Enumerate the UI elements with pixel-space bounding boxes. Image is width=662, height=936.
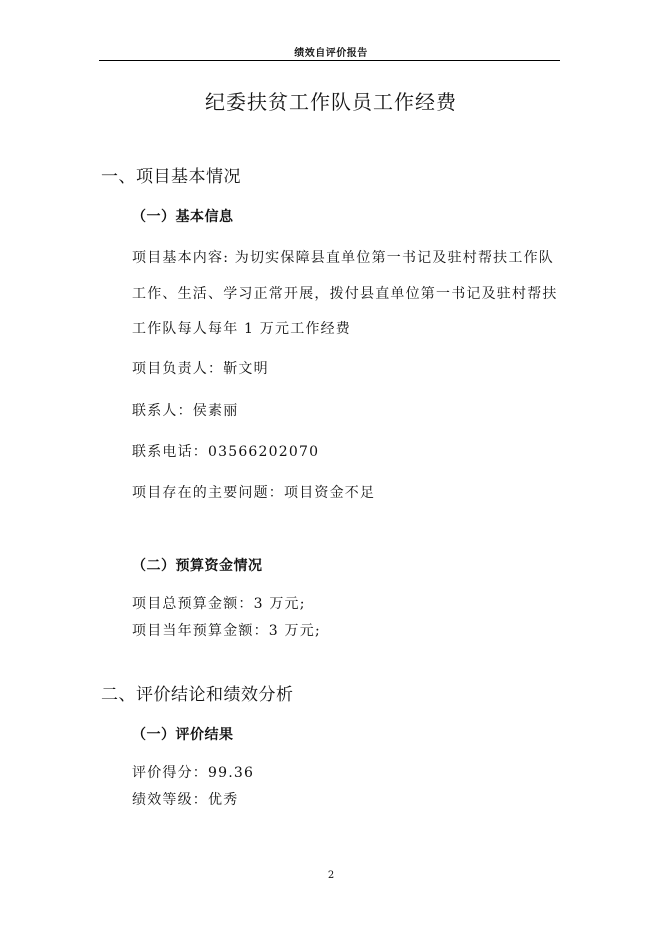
page-number: 2 <box>327 870 335 881</box>
document-title: 纪委扶贫工作队员工作经费 <box>205 90 457 114</box>
subsection-heading-basic-info: （一）基本信息 <box>132 209 234 225</box>
performance-grade: 绩效等级：优秀 <box>132 792 239 808</box>
total-budget: 项目总预算金额：3 万元; <box>132 596 306 612</box>
subsection-heading-budget: （二）预算资金情况 <box>132 558 263 574</box>
content-line-3: 工作队每人每年 1 万元工作经费 <box>132 321 352 337</box>
main-problem: 项目存在的主要问题：项目资金不足 <box>132 485 376 501</box>
section-heading-basic-info: 一、项目基本情况 <box>101 167 241 187</box>
evaluation-score: 评价得分：99.36 <box>132 765 255 781</box>
subsection-heading-result: （一）评价结果 <box>132 727 234 743</box>
contact-phone: 联系电话：03566202070 <box>132 444 320 460</box>
section-heading-evaluation: 二、评价结论和绩效分析 <box>101 685 294 705</box>
header-divider <box>99 60 560 61</box>
current-year-budget: 项目当年预算金额：3 万元; <box>132 623 321 639</box>
content-line-1: 项目基本内容: 为切实保障县直单位第一书记及驻村帮扶工作队 <box>132 250 554 266</box>
content-line-2: 工作、生活、学习正常开展，拨付县直单位第一书记及驻村帮扶 <box>132 286 558 302</box>
contact-person: 联系人：侯素丽 <box>132 403 239 419</box>
page-header-text: 绩效自评价报告 <box>294 48 368 59</box>
project-leader: 项目负责人：靳文明 <box>132 361 269 377</box>
